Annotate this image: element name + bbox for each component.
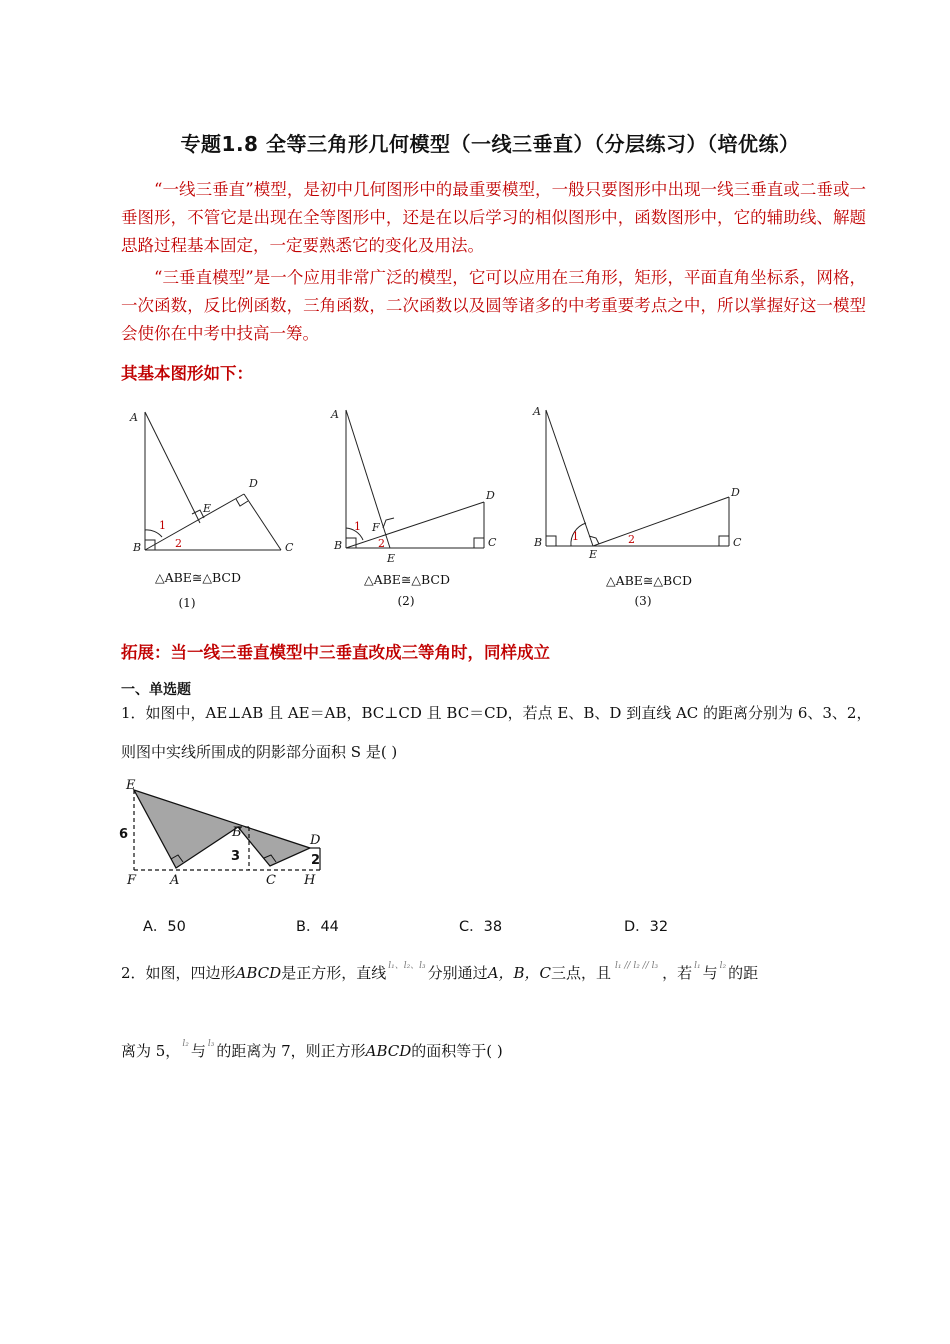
fig2-angle-2: 2	[378, 537, 385, 550]
fig3-label-E: E	[589, 548, 598, 561]
fig2-label-B: B	[334, 539, 343, 552]
q1-label-2: 2	[311, 853, 321, 868]
fig1-label-B: B	[133, 541, 142, 554]
fig2-label-D: D	[486, 489, 495, 502]
q2-text-line-1	[121, 962, 758, 987]
q1-label-B: B	[232, 825, 242, 840]
fig3-label-D: D	[731, 486, 740, 499]
fig3-number: (3)	[634, 594, 652, 608]
q2-is-square: 是正方形，直线	[281, 964, 387, 982]
q2-three-points: 三点，且	[551, 964, 612, 982]
q2-dist: 的距	[728, 964, 759, 982]
fig3-label-A: A	[533, 405, 541, 418]
section-title: 一、单选题	[121, 682, 191, 698]
q1-label-A: A	[170, 873, 180, 888]
q2-l2: l₂	[719, 961, 727, 971]
q2-yu: 与	[702, 964, 718, 982]
fig2-label-A: A	[331, 408, 339, 421]
q1-option-b[interactable]: B．44	[296, 919, 339, 935]
fig2-label-F: F	[372, 521, 380, 534]
q2-l3: l₃	[207, 1039, 215, 1049]
q2-text-line-2	[121, 1040, 503, 1065]
q2-line2-c: 的面积等于( )	[411, 1042, 503, 1060]
basic-figures-heading: 其基本图形如下：	[121, 364, 253, 383]
extension-note: 拓展：当一线三垂直模型中三垂直改成三等角时，同样成立	[121, 643, 550, 662]
q2-lines: l₁、l₂、l₃	[388, 961, 426, 971]
fig3-angle-1: 1	[572, 530, 579, 543]
q1-diagram	[119, 778, 321, 888]
fig2-label-C: C	[488, 536, 497, 549]
fig1-label-E: E	[203, 502, 212, 515]
q1-option-a[interactable]: A．50	[143, 919, 186, 935]
q1-label-6: 6	[119, 827, 129, 842]
fig1-number: (1)	[178, 596, 196, 610]
q1-label-C: C	[266, 873, 276, 888]
figure-3-diagram	[546, 410, 729, 546]
q2-line2-a: 离为 5，	[121, 1042, 181, 1060]
q1-text-line-1: 1．如图中，AE⊥AB 且 AE＝AB，BC⊥CD 且 BC＝CD，若点 E、B、D 到直线 AC 的距离分别为 6、3、2，	[121, 704, 872, 722]
q1-label-E: E	[126, 778, 136, 793]
q1-option-c[interactable]: C．38	[459, 919, 503, 935]
fig1-angle-1: 1	[159, 519, 166, 532]
q1-option-d[interactable]: D．32	[624, 919, 669, 935]
fig2-angle-1: 1	[354, 520, 361, 533]
q1-text-line-2: 则图中实线所围成的阴影部分面积 S 是( )	[121, 743, 398, 761]
q2-abcd: ABCD	[235, 964, 282, 982]
q2-l1: l₁	[694, 961, 701, 971]
intro-paragraph-1: “一线三垂直”模型，是初中几何图形中的最重要模型，一般只要图形中出现一线三垂直或二垂或一垂图形，不管它是出现在全等图形中，还是在以后学习的相似图形中，函数图形中，它的辅助线、解题思路过程基本固定，一定要熟悉它的变化及用法。	[121, 180, 866, 255]
q1-label-H: H	[304, 873, 316, 888]
q2-prefix: 2．如图，四边形	[121, 964, 236, 982]
figure-2-diagram	[346, 410, 484, 548]
fig3-angle-2: 2	[628, 533, 635, 546]
fig1-caption: △ABE≅△BCD	[154, 570, 242, 585]
q2-yu2: 与	[190, 1042, 206, 1060]
fig2-caption: △ABE≅△BCD	[363, 572, 451, 587]
fig3-label-B: B	[534, 536, 543, 549]
fig1-label-C: C	[285, 541, 294, 554]
q2-l2b: l₂	[182, 1039, 189, 1049]
q2-points: A，B，C	[487, 964, 552, 982]
q2-abcd-2: ABCD	[365, 1042, 412, 1060]
fig3-label-C: C	[733, 536, 742, 549]
fig2-label-E: E	[387, 552, 396, 565]
q2-parallel: l₁ // l₂ // l₃	[615, 961, 659, 971]
q2-if: ，若	[662, 964, 693, 982]
q1-label-F: F	[127, 873, 137, 888]
q1-label-3: 3	[231, 849, 241, 864]
intro-paragraph-2: “三垂直模型”是一个应用非常广泛的模型，它可以应用在三角形，矩形，平面直角坐标系，网格，一次函数，反比例函数，三角函数，二次函数以及圆等诸多的中考重要考点之中，所以掌握好这一模型会使你在中考中技高一筹。	[121, 268, 866, 343]
fig3-caption: △ABE≅△BCD	[605, 573, 693, 588]
fig1-label-A: A	[130, 411, 138, 424]
fig2-number: (2)	[397, 594, 415, 608]
q2-line2-b: 的距离为 7，则正方形	[216, 1042, 366, 1060]
fig1-angle-2: 2	[175, 537, 182, 550]
page-title: 专题1.8 全等三角形几何模型（一线三垂直）（分层练习）（培优练）	[180, 132, 800, 156]
q1-label-D: D	[310, 833, 321, 848]
fig1-label-D: D	[249, 477, 258, 490]
q2-pass: 分别通过	[427, 964, 488, 982]
